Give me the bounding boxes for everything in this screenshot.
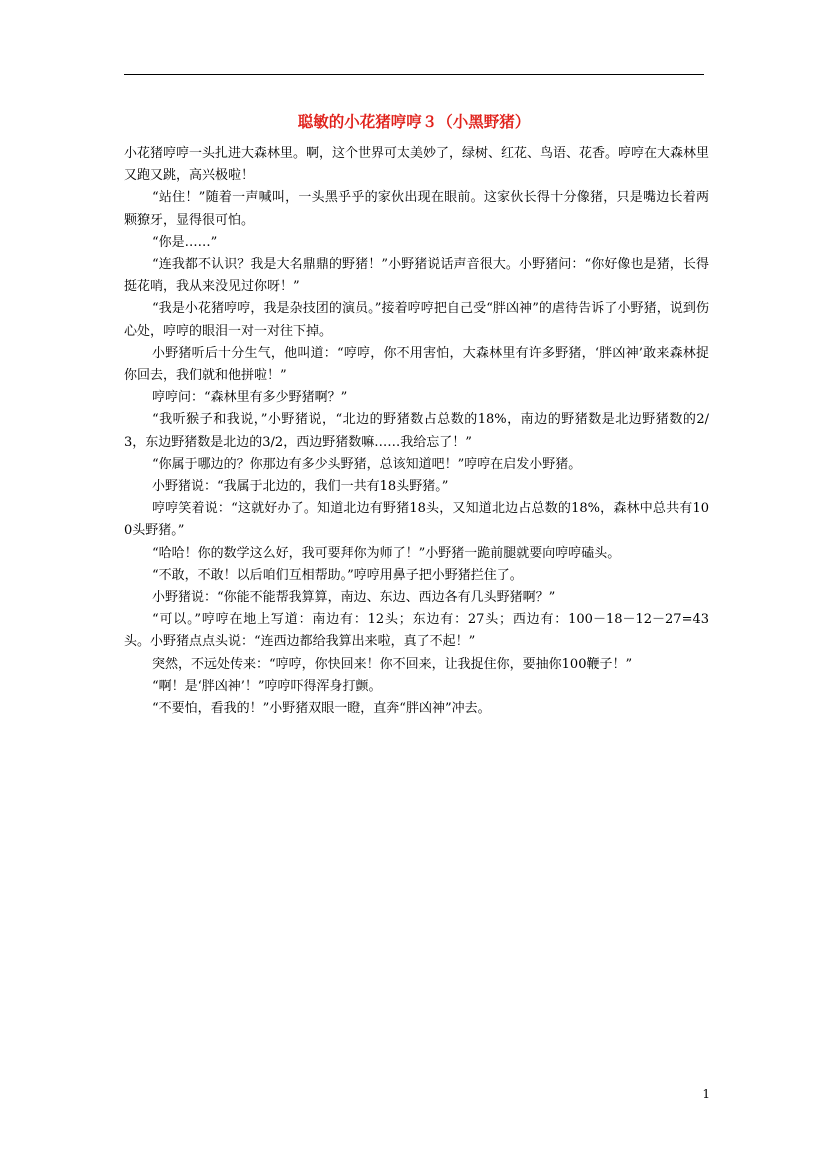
paragraph: “你属于哪边的？你那边有多少头野猪，总该知道吧！”哼哼在启发小野猪。 — [152, 456, 582, 472]
document-title: 聪敏的小花猪哼哼３（小黑野猪） — [297, 112, 531, 131]
paragraph: “你是……” — [152, 234, 218, 250]
paragraph: 小花猪哼哼一头扎进大森林里。啊，这个世界可太美妙了，绿树、红花、鸟语、花香。哼哼在大森林里又跑又跳，高兴极啦！ — [124, 146, 710, 184]
paragraph: “站住！”随着一声喊叫，一头黑乎乎的家伙出现在眼前。这家伙长得十分像猪，只是嘴边长着两颗獠牙，显得很可怕。 — [124, 190, 709, 228]
page-number: 1 — [702, 1087, 710, 1101]
paragraph: “我是小花猪哼哼，我是杂技团的演员。”接着哼哼把自己受“胖凶神”的虐待告诉了小野猪，说到伤心处，哼哼的眼泪一对一对往下掉。 — [124, 301, 709, 339]
paragraph: 小野猪说：“你能不能帮我算算，南边、东边、西边各有几头野猪啊？” — [152, 590, 556, 606]
paragraph: 哼哼问：“森林里有多少野猪啊？” — [152, 390, 348, 406]
paragraph: 小野猪听后十分生气，他叫道：“哼哼，你不用害怕，大森林里有许多野猪，‘胖凶神’敢来森林捉你回去，我们就和他拼啦！” — [124, 345, 709, 384]
paragraph: 小野猪说：“我属于北边的，我们一共有18头野猪。” — [152, 479, 449, 495]
paragraph: “不敢，不敢！以后咱们互相帮助。”哼哼用鼻子把小野猪拦住了。 — [152, 567, 523, 583]
paragraph: “哈哈！你的数学这么好，我可要拜你为师了！”小野猪一跪前腿就要向哼哼磕头。 — [152, 545, 621, 561]
document-body — [124, 143, 709, 720]
paragraph: “可以。”哼哼在地上写道：南边有：12头；东边有：27头；西边有：100－18－12－27=43头。小野猪点点头说：“连西边都给我算出来啦，真了不起！” — [124, 612, 709, 650]
header-rule — [124, 74, 704, 75]
paragraph: 哼哼笑着说：“这就好办了。知道北边有野猪18头，又知道北边占总数的18%，森林中总共有100头野猪。” — [124, 501, 709, 539]
paragraph: 突然，不远处传来：“哼哼，你快回来！你不回来，让我捉住你，要抽你100鞭子！” — [152, 656, 633, 672]
paragraph: “啊！是‘胖凶神’！”哼哼吓得浑身打颤。 — [152, 678, 382, 694]
paragraph: “不要怕，看我的！”小野猪双眼一瞪，直奔“胖凶神”冲去。 — [152, 701, 491, 717]
paragraph: “连我都不认识？我是大名鼎鼎的野猪！”小野猪说话声音很大。小野猪问：“你好像也是猪，长得挺花哨，我从来没见过你呀！” — [124, 257, 709, 295]
paragraph: “我听猴子和我说，”小野猪说，“北边的野猪数占总数的18%，南边的野猪数是北边野猪数的2/3，东边野猪数是北边的3/2，西边野猪数嘛……我给忘了！” — [124, 412, 709, 450]
